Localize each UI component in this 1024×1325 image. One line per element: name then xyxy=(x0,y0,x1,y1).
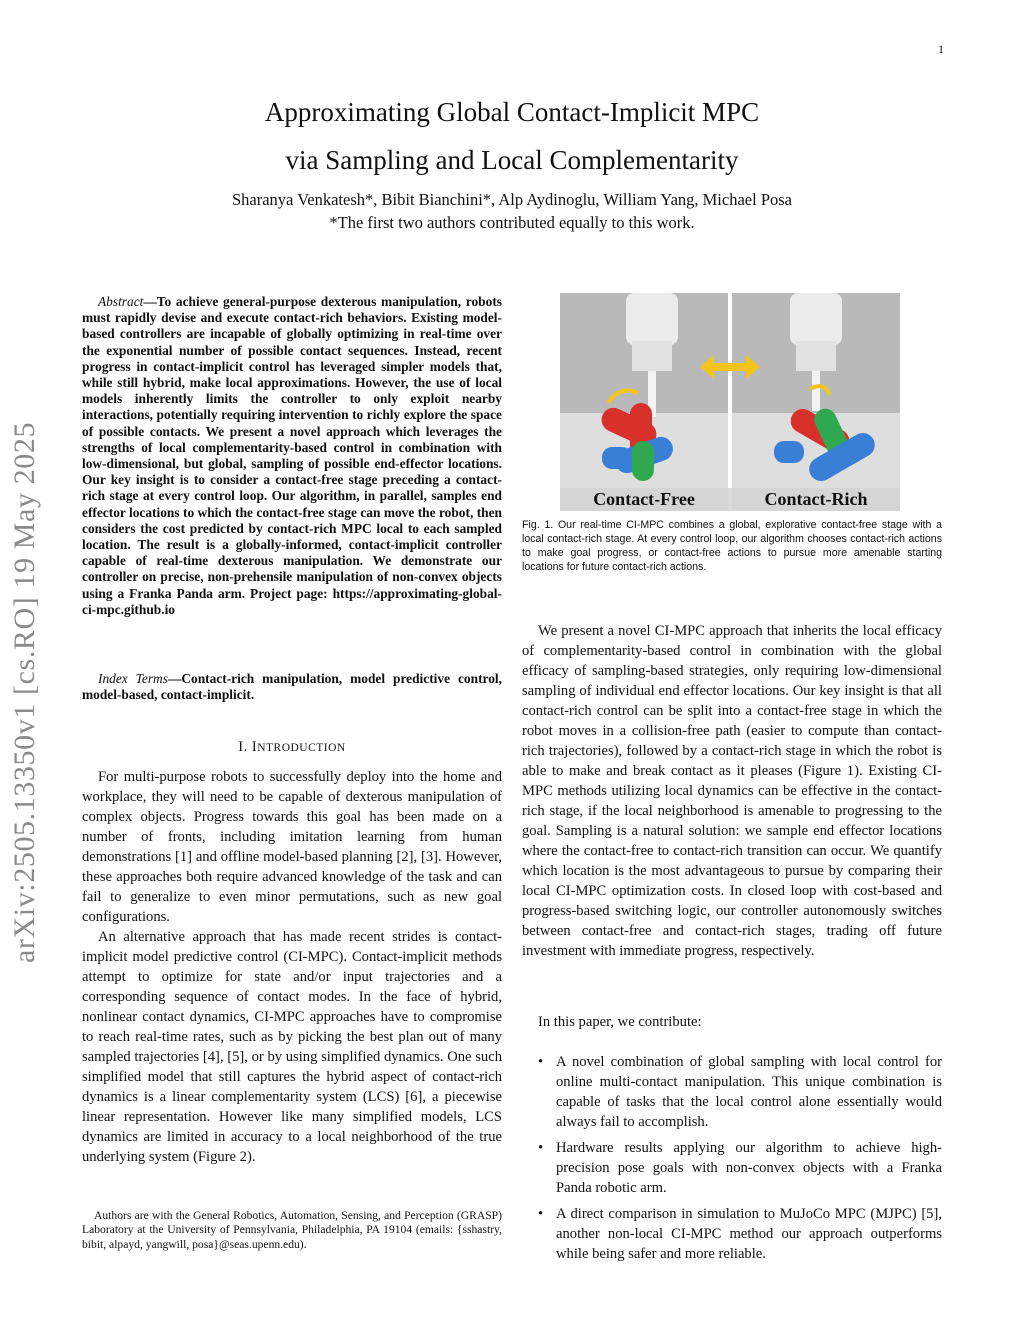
bullet-glyph: • xyxy=(538,1206,544,1222)
list-item xyxy=(522,1204,942,1264)
equal-contribution-note: *The first two authors contributed equally to this work. xyxy=(329,213,695,232)
right-column-body xyxy=(522,621,942,961)
index-terms-lead: Index Terms xyxy=(98,671,168,686)
contribution-3-text: A direct comparison in simulation to MuJoCo MPC (MJPC) [5], another non-local CI-MPC method our approach outperforms while being safer and more reliable. xyxy=(556,1206,942,1262)
author-list: Sharanya Venkatesh*, Bibit Bianchini*, Alp Aydinoglu, William Yang, Michael Posa xyxy=(231,190,792,209)
section-heading-introduction xyxy=(82,739,502,756)
figure-label-contact-free: Contact-Free xyxy=(593,489,695,509)
contributions-intro-text: In this paper, we contribute: xyxy=(538,1014,702,1030)
list-item xyxy=(522,1052,942,1132)
intro-paragraph-2: An alternative approach that has made recent strides is contact-implicit model predictive control (CI-MPC). Contact-implicit methods attempt to optimize for state and/or input trajectories and a corresponding sequence of contact modes. In the face of hybrid, nonlinear contact dynamics, CI-MPC approaches have to compromise to reach real-time rates, such as by picking the best plan out of many sampled trajectories [4], [5], or by using simplified dynamics. One such simplified model that still captures the hybrid aspect of contact-rich dynamics is a linear complementarity system (LCS) [6], a piecewise linear representation. However like many simplified models, LCS dynamics are limited in accuracy to a local neighborhood of the true underlying system (Figure 2). xyxy=(82,929,502,1165)
section-title-first: I xyxy=(251,739,258,755)
section-title-rest: NTRODUCTION xyxy=(257,742,346,754)
paper-title-line-1: Approximating Global Contact-Implicit MPC xyxy=(264,97,760,127)
figure-1-caption: Fig. 1. Our real-time CI-MPC combines a global, explorative contact-free stage with a local contact-rich stage. At every control loop, our algorithm chooses contact-rich actions to make goal progress, or contact-free actions to pursue more amenable starting locations for future contact-rich actions. xyxy=(522,519,942,573)
abstract xyxy=(82,294,502,618)
index-terms xyxy=(82,671,502,703)
contributions-list xyxy=(522,1052,942,1270)
page-number: 1 xyxy=(938,42,944,56)
contribution-2-text: Hardware results applying our algorithm to achieve high-precision pose goals with non-convex objects with a Franka Panda robotic arm. xyxy=(556,1140,942,1196)
figure-panel-contact-rich xyxy=(732,293,900,511)
robot-arm xyxy=(626,293,678,345)
author-footnote-text: Authors are with the General Robotics, Automation, Sensing, and Perception (GRASP) Laboratory at the University of Pennsylvania, Philadelphia, PA 19104 (emails: {sshastry, bibit, alpayd, yangwill, posa}@seas.upenn.edu). xyxy=(82,1209,502,1251)
figure-panel-contact-free xyxy=(560,293,728,511)
arxiv-side-stamp: arXiv:2505.13350v1 [cs.RO] 19 May 2025 xyxy=(8,421,41,963)
contributions-intro xyxy=(522,1012,942,1032)
abstract-lead: Abstract xyxy=(98,294,144,309)
figure-label-contact-rich: Contact-Rich xyxy=(764,489,868,509)
figure-1 xyxy=(560,293,900,511)
robot-wrist xyxy=(632,341,672,371)
section-numeral: I. xyxy=(238,739,252,755)
bullet-glyph: • xyxy=(538,1054,544,1070)
paper-title-line-2: via Sampling and Local Complementarity xyxy=(285,145,739,175)
intro-paragraph-1: For multi-purpose robots to successfully deploy into the home and workplace, they will need to be capable of dexterous manipulation of complex objects. Progress towards this goal has been made on a number of fronts, including imitation learning from human demonstrations [1] and offline model-based planning [2], [3]. However, these approaches both require advanced knowledge of the task and can fail to generalize to even minor permutations, such as new goal configurations. xyxy=(82,769,502,925)
author-footnote xyxy=(82,1209,502,1252)
introduction-body xyxy=(82,767,502,1167)
bullet-glyph: • xyxy=(538,1140,544,1156)
list-item xyxy=(522,1138,942,1198)
contribution-1-text: A novel combination of global sampling with local control for online multi-contact manipulation. This unique combination is capable of tasks that the local control alone essentially would always fail to accomplish. xyxy=(556,1054,942,1130)
abstract-text: —To achieve general-purpose dexterous manipulation, robots must rapidly devise and execute contact-rich behaviors. Existing model-based controllers are incapable of globally optimizing in real-time over the exponential number of possible contact sequences. Instead, recent progress in contact-implicit control has leveraged simpler models that, while still hybrid, make local approximations. However, the use of local models inherently limits the controller to only exploit nearby interactions, potentially requiring intervention to richly explore the space of possible contacts. We present a novel approach which leverages the strengths of local complementarity-based control in combination with low-dimensional, but global, sampling of possible end-effector locations. Our key insight is to consider a contact-free stage preceding a contact-rich stage at every control loop. Our algorithm, in parallel, samples end effector locations to which the contact-free stage can move the robot, then considers the cost predicted by contact-rich MPC local to each sampled location. The result is a globally-informed, contact-implicit controller capable of real-time dexterous manipulation. We demonstrate our controller on precise, non-prehensile manipulation of non-convex objects using a Franka Panda arm. Project page: https://approximating-global-ci-mpc.github.io xyxy=(82,294,502,617)
index-terms-text: —Contact-rich manipulation, model predictive control, model-based, contact-implicit. xyxy=(82,671,502,703)
right-paragraph-1: We present a novel CI-MPC approach that inherits the local efficacy of complementarity-based control in combination with the global efficacy of sampling-based strategies, only requiring low-dimensional sampling of individual end effector locations. Our key insight is that all contact-rich control can be split into a contact-free stage in which the robot moves in a collision-free path (easier to compute than contact-rich trajectories), followed by a contact-rich stage in which the robot is able to make and break contact as it pleases (Figure 1). Existing CI-MPC methods utilizing local dynamics can be effective in the contact-rich stage, if the local neighborhood is amenable to progressing to the goal. Sampling is a natural solution: we sample end effector locations where the contact-free to contact-rich transition can occur. We quantify which location is the most advantageous to pursue by comparing their local CI-MPC optimization costs. In closed loop with cost-based and progress-based switching logic, our controller autonomously switches between contact-free and contact-rich stages, trading off future investment with immediate progress, respectively. xyxy=(522,623,942,959)
